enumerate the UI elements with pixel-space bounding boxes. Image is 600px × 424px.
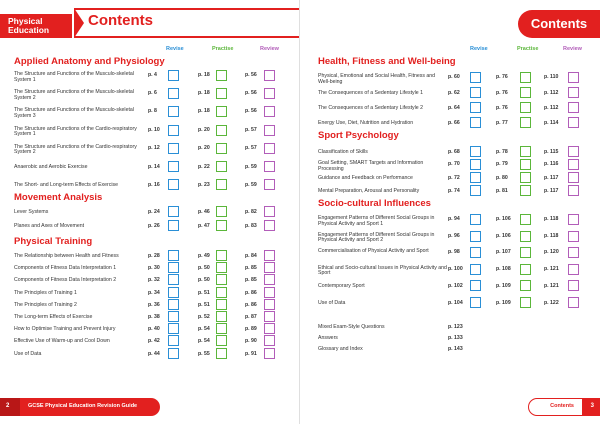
toc-row — [14, 313, 294, 325]
review-page-number: p. 56 — [245, 72, 257, 78]
page-number: p. 143 — [448, 346, 463, 352]
toc-row — [318, 104, 594, 116]
toc-row — [318, 233, 594, 245]
revise-page-number: p. 98 — [448, 249, 460, 255]
revise-checkbox[interactable] — [168, 335, 179, 346]
footer — [520, 398, 600, 416]
review-checkbox[interactable] — [568, 87, 579, 98]
practise-checkbox[interactable] — [216, 335, 227, 346]
review-page-number: p. 85 — [245, 265, 257, 272]
toc-entry-title: Use of Data — [318, 299, 346, 306]
toc-entry-title: Answers — [318, 335, 338, 341]
review-page-number: p. 86 — [245, 301, 257, 308]
toc-entry-title: The Consequences of a Sedentary Lifestyle 2 — [318, 105, 423, 111]
practise-checkbox[interactable] — [520, 214, 531, 225]
review-page-number: p. 85 — [245, 277, 257, 284]
toc-row — [14, 145, 294, 157]
header-chevron-icon — [74, 8, 84, 38]
revise-page-number: p. 10 — [148, 126, 160, 133]
toc-row — [318, 74, 594, 86]
practise-checkbox[interactable] — [520, 87, 531, 98]
practise-page-number: p. 81 — [496, 188, 508, 194]
practise-checkbox[interactable] — [216, 323, 227, 334]
revise-page-number: p. 102 — [448, 283, 463, 289]
toc-entry-title: The Principles of Training 1 — [14, 289, 77, 296]
revise-page-number: p. 36 — [148, 301, 160, 308]
review-checkbox[interactable] — [568, 159, 579, 170]
toc-row — [14, 90, 294, 102]
revise-checkbox[interactable] — [470, 72, 481, 83]
toc-entry-title: Ethical and Socio-cultural Issues in Physical Activity and Sport — [318, 264, 447, 277]
toc-row — [318, 216, 594, 228]
revise-page-number: p. 44 — [148, 350, 160, 357]
revise-checkbox[interactable] — [168, 143, 179, 154]
review-page-number: p. 112 — [544, 90, 559, 96]
revise-page-number: p. 64 — [448, 105, 460, 111]
revise-page-number: p. 40 — [148, 326, 160, 333]
review-checkbox[interactable] — [264, 335, 275, 346]
review-checkbox[interactable] — [568, 172, 579, 183]
revise-checkbox[interactable] — [168, 220, 179, 231]
review-page-number: p. 117 — [544, 188, 559, 194]
practise-page-number: p. 51 — [198, 301, 210, 308]
toc-row — [318, 249, 594, 261]
page-number: p. 123 — [448, 324, 463, 330]
toc-entry-title: Mental Preparation, Arousal and Personality — [318, 188, 420, 194]
review-checkbox[interactable] — [568, 102, 579, 113]
toc-entry-title: Effective Use of Warm-up and Cool Down — [14, 338, 110, 345]
review-checkbox[interactable] — [568, 146, 579, 157]
practise-checkbox[interactable] — [520, 297, 531, 308]
practise-checkbox[interactable] — [520, 264, 531, 275]
review-page-number: p. 59 — [245, 164, 257, 170]
review-page-number: p. 56 — [245, 90, 257, 97]
revise-checkbox[interactable] — [470, 280, 481, 291]
review-checkbox[interactable] — [264, 179, 275, 190]
practise-checkbox[interactable] — [216, 206, 227, 217]
toc-row — [14, 72, 294, 84]
footer-text: Contents — [550, 403, 574, 409]
revise-page-number: p. 72 — [448, 175, 460, 181]
review-checkbox[interactable] — [568, 72, 579, 83]
toc-row — [318, 266, 594, 278]
toc-row — [318, 282, 594, 294]
toc-row — [318, 174, 594, 186]
toc-entry-title: How to Optimise Training and Prevent Injury — [14, 326, 116, 333]
practise-page-number: p. 109 — [496, 299, 511, 306]
review-header: Review — [260, 46, 279, 52]
review-page-number: p. 121 — [544, 283, 559, 289]
practise-page-number: p. 55 — [198, 350, 210, 357]
toc-row — [14, 127, 294, 139]
revise-checkbox[interactable] — [470, 117, 481, 128]
review-page-number: p. 87 — [245, 314, 257, 320]
revise-page-number: p. 4 — [148, 72, 157, 78]
toc-entry-title: Goal Setting, SMART Targets and Information Processing — [318, 160, 424, 172]
revise-checkbox[interactable] — [470, 214, 481, 225]
practise-page-number: p. 54 — [198, 326, 210, 333]
revise-checkbox[interactable] — [168, 179, 179, 190]
review-page-number: p. 83 — [245, 223, 257, 229]
revise-page-number: p. 14 — [148, 164, 160, 170]
revise-page-number: p. 60 — [448, 74, 460, 80]
practise-checkbox[interactable] — [520, 231, 531, 242]
practise-checkbox[interactable] — [216, 299, 227, 310]
footer-page-block — [0, 398, 20, 416]
review-checkbox[interactable] — [264, 299, 275, 310]
practise-page-number: p. 50 — [198, 277, 210, 284]
practise-page-number: p. 18 — [198, 90, 210, 97]
revise-checkbox[interactable] — [470, 231, 481, 242]
practise-checkbox[interactable] — [520, 172, 531, 183]
toc-entry-title: Use of Data — [14, 350, 42, 357]
practise-page-number: p. 46 — [198, 209, 210, 215]
practise-page-number: p. 52 — [198, 314, 210, 320]
practise-checkbox[interactable] — [216, 274, 227, 285]
review-page-number: p. 59 — [245, 182, 257, 189]
toc-entry-title: Classification of Skills — [318, 149, 368, 155]
review-checkbox[interactable] — [568, 280, 579, 291]
toc-entry-title: Engagement Patterns of Different Social Groups in Physical Activity and Sport 2 — [318, 231, 435, 244]
practise-page-number: p. 109 — [496, 283, 511, 289]
practise-page-number: p. 54 — [198, 338, 210, 345]
review-checkbox[interactable] — [264, 70, 275, 81]
review-page-number: p. 82 — [245, 209, 257, 215]
toc-row — [14, 325, 294, 337]
review-page-number: p. 57 — [245, 144, 257, 151]
page-title: Contents — [88, 12, 153, 29]
revise-page-number: p. 62 — [448, 90, 460, 96]
toc-entry-title: Components of Fitness Data Interpretation 2 — [14, 277, 117, 284]
revise-checkbox[interactable] — [470, 264, 481, 275]
toc-entry-title: The Structure and Functions of the Cardio-respiratory System 2 — [14, 143, 137, 156]
toc-extra-row — [318, 346, 518, 352]
revise-checkbox[interactable] — [168, 206, 179, 217]
review-checkbox[interactable] — [264, 348, 275, 359]
revise-checkbox[interactable] — [168, 287, 179, 298]
toc-row — [14, 208, 294, 220]
toc-entry-title: Planes and Axes of Movement — [14, 223, 85, 229]
review-page-number: p. 84 — [245, 253, 257, 259]
revise-checkbox[interactable] — [168, 299, 179, 310]
revise-page-number: p. 38 — [148, 314, 160, 320]
practise-page-number: p. 50 — [198, 265, 210, 272]
toc-entry-title: The Long-term Effects of Exercise — [14, 314, 93, 320]
revise-checkbox[interactable] — [168, 125, 179, 136]
section-heading: Health, Fitness and Well-being — [318, 56, 456, 67]
practise-checkbox[interactable] — [520, 247, 531, 258]
review-page-number: p. 112 — [544, 105, 559, 111]
review-checkbox[interactable] — [264, 125, 275, 136]
right-page — [300, 0, 600, 424]
review-page-number: p. 116 — [544, 161, 559, 167]
revise-page-number: p. 6 — [148, 90, 157, 97]
review-checkbox[interactable] — [568, 214, 579, 225]
toc-entry-title: Commercialisation of Physical Activity and Sport — [318, 248, 429, 254]
toc-entry-title: The Consequences of a Sedentary Lifestyle 1 — [318, 90, 423, 96]
review-checkbox[interactable] — [264, 250, 275, 261]
revise-checkbox[interactable] — [470, 247, 481, 258]
review-page-number: p. 114 — [544, 120, 559, 126]
practise-page-number: p. 47 — [198, 223, 210, 229]
practise-page-number: p. 76 — [496, 90, 508, 96]
revise-page-number: p. 30 — [148, 265, 160, 272]
revise-checkbox[interactable] — [168, 348, 179, 359]
toc-entry-title: The Structure and Functions of the Musculo-skeletal System 3 — [14, 107, 134, 119]
practise-checkbox[interactable] — [216, 106, 227, 117]
toc-row — [14, 337, 294, 349]
toc-row — [14, 350, 294, 362]
revise-page-number: p. 96 — [448, 232, 460, 239]
review-page-number: p. 118 — [544, 216, 559, 222]
practise-page-number: p. 106 — [496, 232, 511, 239]
toc-entry-title: The Structure and Functions of the Musculo-skeletal System 2 — [14, 89, 134, 101]
toc-entry-title: Lever Systems — [14, 209, 49, 215]
review-page-number: p. 122 — [544, 299, 559, 306]
review-page-number: p. 89 — [245, 326, 257, 333]
practise-checkbox[interactable] — [520, 146, 531, 157]
revise-page-number: p. 70 — [448, 161, 460, 167]
practise-checkbox[interactable] — [216, 348, 227, 359]
toc-entry-title: Glossary and Index — [318, 346, 363, 352]
practise-checkbox[interactable] — [216, 287, 227, 298]
review-header: Review — [563, 46, 582, 52]
revise-page-number: p. 100 — [448, 265, 463, 272]
revise-checkbox[interactable] — [168, 70, 179, 81]
review-page-number: p. 91 — [245, 350, 257, 357]
practise-page-number: p. 107 — [496, 249, 511, 255]
toc-entry-title: The Relationship between Health and Fitness — [14, 253, 119, 259]
practise-checkbox[interactable] — [216, 250, 227, 261]
practise-page-number: p. 49 — [198, 253, 210, 259]
review-page-number: p. 90 — [245, 338, 257, 345]
revise-checkbox[interactable] — [168, 88, 179, 99]
toc-entry-title: The Structure and Functions of the Cardio-respiratory System 1 — [14, 125, 137, 138]
practise-checkbox[interactable] — [520, 102, 531, 113]
review-page-number: p. 57 — [245, 126, 257, 133]
toc-row — [318, 148, 594, 160]
practise-page-number: p. 18 — [198, 108, 210, 115]
revise-checkbox[interactable] — [470, 102, 481, 113]
practise-checkbox[interactable] — [216, 143, 227, 154]
page-number: p. 133 — [448, 335, 463, 341]
page-number: 2 — [6, 403, 10, 409]
revise-checkbox[interactable] — [470, 146, 481, 157]
revise-page-number: p. 34 — [148, 289, 160, 296]
practise-header: Practise — [212, 46, 234, 52]
revise-checkbox[interactable] — [470, 172, 481, 183]
revise-page-number: p. 74 — [448, 188, 460, 194]
toc-row — [14, 264, 294, 276]
toc-entry-title: Physical, Emotional and Social Health, Fitness and Well-being — [318, 73, 436, 85]
toc-entry-title: Contemporary Sport — [318, 283, 365, 289]
practise-page-number: p. 76 — [496, 105, 508, 111]
subject-tab-label: Physical Education — [8, 16, 50, 35]
review-checkbox[interactable] — [568, 264, 579, 275]
toc-row — [318, 161, 594, 173]
practise-page-number: p. 20 — [198, 126, 210, 133]
review-page-number: p. 56 — [245, 108, 257, 115]
revise-page-number: p. 24 — [148, 209, 160, 215]
practise-checkbox[interactable] — [216, 262, 227, 273]
subject-tab — [0, 14, 72, 38]
practise-checkbox[interactable] — [520, 185, 531, 196]
toc-entry-title: The Principles of Training 2 — [14, 301, 77, 308]
review-page-number: p. 86 — [245, 289, 257, 296]
toc-entry-title: The Short- and Long-term Effects of Exercise — [14, 182, 118, 189]
toc-entry-title: Anaerobic and Aerobic Exercise — [14, 164, 88, 170]
practise-checkbox[interactable] — [520, 159, 531, 170]
page-number: 3 — [590, 403, 594, 409]
practise-page-number: p. 77 — [496, 120, 508, 126]
toc-entry-title: Mixed Exam-Style Questions — [318, 324, 385, 330]
review-checkbox[interactable] — [568, 185, 579, 196]
revise-checkbox[interactable] — [470, 159, 481, 170]
revise-checkbox[interactable] — [470, 87, 481, 98]
practise-checkbox[interactable] — [520, 117, 531, 128]
review-checkbox[interactable] — [568, 297, 579, 308]
review-checkbox[interactable] — [264, 206, 275, 217]
practise-checkbox[interactable] — [216, 220, 227, 231]
toc-row — [14, 108, 294, 120]
review-checkbox[interactable] — [568, 117, 579, 128]
practise-checkbox[interactable] — [216, 125, 227, 136]
toc-entry-title: Components of Fitness Data Interpretation 1 — [14, 265, 117, 272]
practise-page-number: p. 80 — [496, 175, 508, 181]
review-checkbox[interactable] — [264, 287, 275, 298]
toc-extra-row — [318, 324, 518, 330]
review-checkbox[interactable] — [264, 220, 275, 231]
practise-page-number: p. 22 — [198, 164, 210, 170]
practise-page-number: p. 108 — [496, 265, 511, 272]
revise-checkbox[interactable] — [168, 311, 179, 322]
revise-page-number: p. 94 — [448, 216, 460, 222]
review-page-number: p. 117 — [544, 175, 559, 181]
revise-header: Revise — [166, 46, 184, 52]
revise-checkbox[interactable] — [168, 274, 179, 285]
revise-checkbox[interactable] — [168, 250, 179, 261]
practise-page-number: p. 20 — [198, 144, 210, 151]
review-checkbox[interactable] — [264, 274, 275, 285]
toc-entry-title: The Structure and Functions of the Musculo-skeletal System 1 — [14, 71, 134, 83]
toc-entry-title: Energy Use, Diet, Nutrition and Hydration — [318, 120, 414, 126]
practise-page-number: p. 23 — [198, 182, 210, 189]
review-checkbox[interactable] — [264, 143, 275, 154]
toc-row — [14, 163, 294, 175]
footer-text: GCSE Physical Education Revision Guide — [28, 403, 138, 409]
toc-row — [318, 89, 594, 101]
revise-page-number: p. 42 — [148, 338, 160, 345]
revise-checkbox[interactable] — [168, 106, 179, 117]
practise-page-number: p. 18 — [198, 72, 210, 78]
practise-page-number: p. 106 — [496, 216, 511, 222]
review-checkbox[interactable] — [264, 106, 275, 117]
section-heading: Socio-cultural Influences — [318, 198, 431, 209]
practise-checkbox[interactable] — [216, 88, 227, 99]
toc-row — [14, 252, 294, 264]
review-checkbox[interactable] — [264, 311, 275, 322]
toc-extra-row — [318, 335, 518, 341]
revise-page-number: p. 26 — [148, 223, 160, 229]
section-heading: Applied Anatomy and Physiology — [14, 56, 165, 67]
toc-row — [14, 289, 294, 301]
section-heading: Physical Training — [14, 236, 93, 247]
revise-page-number: p. 8 — [148, 108, 157, 115]
revise-checkbox[interactable] — [470, 297, 481, 308]
review-checkbox[interactable] — [568, 231, 579, 242]
review-checkbox[interactable] — [264, 323, 275, 334]
revise-page-number: p. 32 — [148, 277, 160, 284]
review-page-number: p. 110 — [544, 74, 559, 80]
revise-page-number: p. 12 — [148, 144, 160, 151]
review-checkbox[interactable] — [264, 161, 275, 172]
revise-checkbox[interactable] — [168, 262, 179, 273]
revise-page-number: p. 66 — [448, 120, 460, 126]
section-heading: Sport Psychology — [318, 130, 399, 141]
page-title: Contents — [530, 16, 588, 31]
toc-entry-title: Guidance and Feedback on Performance — [318, 175, 413, 181]
revise-page-number: p. 104 — [448, 299, 463, 306]
practise-page-number: p. 76 — [496, 74, 508, 80]
revise-checkbox[interactable] — [470, 185, 481, 196]
revise-checkbox[interactable] — [168, 161, 179, 172]
toc-entry-title: Engagement Patterns of Different Social Groups in Physical Activity and Sport 1 — [318, 215, 435, 227]
practise-checkbox[interactable] — [216, 70, 227, 81]
revise-checkbox[interactable] — [168, 323, 179, 334]
review-checkbox[interactable] — [568, 247, 579, 258]
practise-checkbox[interactable] — [216, 161, 227, 172]
practise-checkbox[interactable] — [216, 311, 227, 322]
revise-page-number: p. 68 — [448, 149, 460, 155]
practise-checkbox[interactable] — [520, 72, 531, 83]
review-page-number: p. 121 — [544, 265, 559, 272]
review-page-number: p. 120 — [544, 249, 559, 255]
footer — [0, 398, 190, 416]
toc-row — [14, 301, 294, 313]
toc-row — [318, 299, 594, 311]
review-checkbox[interactable] — [264, 88, 275, 99]
revise-page-number: p. 16 — [148, 182, 160, 189]
toc-row — [14, 276, 294, 288]
practise-page-number: p. 79 — [496, 161, 508, 167]
practise-page-number: p. 78 — [496, 149, 508, 155]
toc-row — [14, 222, 294, 234]
practise-header: Practise — [517, 46, 539, 52]
practise-page-number: p. 51 — [198, 289, 210, 296]
revise-header: Revise — [470, 46, 488, 52]
revise-page-number: p. 28 — [148, 253, 160, 259]
review-page-number: p. 118 — [544, 232, 559, 239]
review-checkbox[interactable] — [264, 262, 275, 273]
practise-checkbox[interactable] — [520, 280, 531, 291]
review-page-number: p. 115 — [544, 149, 559, 155]
practise-checkbox[interactable] — [216, 179, 227, 190]
section-heading: Movement Analysis — [14, 192, 103, 203]
page-title-pill — [518, 10, 600, 38]
